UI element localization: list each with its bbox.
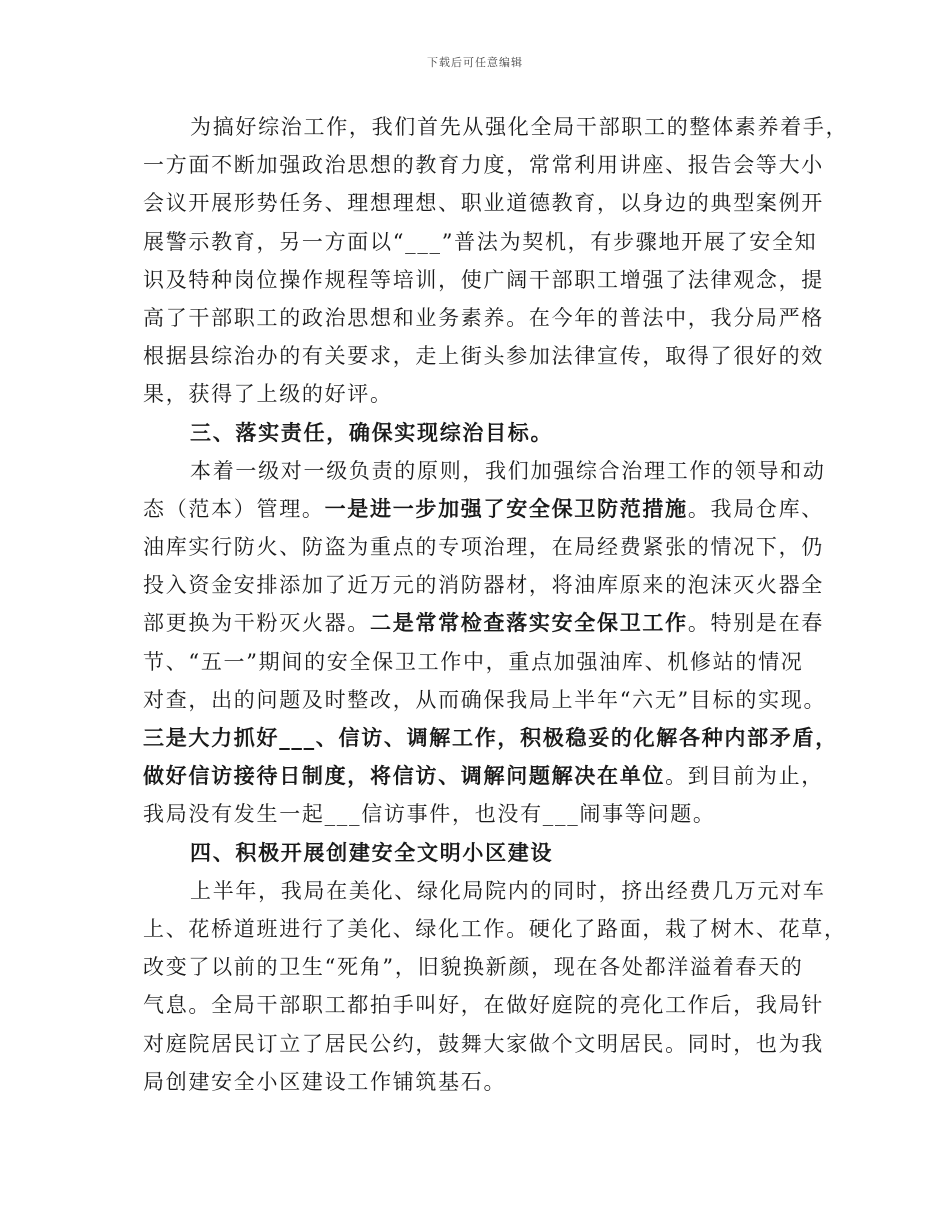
text-run: 。到目前为止， bbox=[665, 764, 825, 789]
paragraph-line: 投入资金安排添加了近万元的消防器材，将油库原来的泡沫灭火器全 bbox=[143, 573, 824, 598]
paragraph-line: 改变了以前的卫生“死角”，旧貌换新颜，现在各处都洋溢着春天的 bbox=[143, 955, 804, 980]
page-header: 下载后可任意编辑 bbox=[427, 56, 523, 69]
paragraph-line: 上半年，我局在美化、绿化局院内的同时，挤出经费几万元对车 bbox=[190, 878, 826, 903]
text-run: 。特别是在春 bbox=[687, 611, 825, 636]
paragraph-line bbox=[143, 757, 825, 795]
paragraph-line bbox=[143, 490, 825, 528]
paragraph-line: 果，获得了上级的好评。 bbox=[143, 382, 393, 407]
paragraph-line: 气息。全局干部职工都拍手叫好，在做好庭院的亮化工作后，我局针 bbox=[143, 993, 824, 1018]
paragraph-line: 局创建安全小区建设工作铺筑基石。 bbox=[143, 1069, 507, 1094]
paragraph-line: 对庭院居民订立了居民公约，鼓舞大家做个文明居民。同时，也为我 bbox=[143, 1031, 824, 1056]
paragraph-line: 上、花桥道班进行了美化、绿化工作。硬化了路面，栽了树木、花草， bbox=[143, 916, 847, 941]
paragraph-line: 本着一级对一级负责的原则，我们加强综合治理工作的领导和动 bbox=[190, 458, 826, 483]
paragraph-line bbox=[143, 604, 825, 642]
paragraph-line: 根据县综治办的有关要求，走上街头参加法律宣传，取得了很好的效 bbox=[143, 344, 824, 369]
paragraph-line: 识及特种岗位操作规程等培训，使广阔干部职工增强了法律观念，提 bbox=[143, 267, 824, 292]
text-run: 态（范本）管理。 bbox=[143, 496, 325, 521]
bold-text-run: 二是常常检查落实安全保卫工作 bbox=[370, 610, 688, 636]
paragraph-line: 对查，出的问题及时整改，从而确保我局上半年“六无”目标的实现。 bbox=[143, 687, 827, 712]
paragraph-line: 为搞好综治工作，我们首先从强化全局干部职工的整体素养着手， bbox=[190, 115, 849, 139]
bold-text-run: 一是进一步加强了安全保卫防范措施 bbox=[324, 495, 688, 521]
text-run: 。我局仓库、 bbox=[687, 496, 825, 521]
section-heading-4: 四、积极开展创建安全文明小区建设 bbox=[190, 839, 554, 865]
paragraph-line: 展警示教育，另一方面以“___”普法为契机，有步骤地开展了安全知 bbox=[143, 229, 818, 254]
section-heading-3: 三、落实责任，确保实现综治目标。 bbox=[190, 419, 554, 445]
paragraph-line: 高了干部职工的政治思想和业务素养。在今年的普法中，我分局严格 bbox=[143, 305, 824, 330]
paragraph-line: 会议开展形势任务、理想理想、职业道德教育，以身边的典型案例开 bbox=[143, 191, 824, 216]
paragraph-line: 节、“五一”期间的安全保卫工作中，重点加强油库、机修站的情况 bbox=[143, 649, 804, 674]
bold-text-run: 做好信访接待日制度，将信访、调解问题解决在单位 bbox=[143, 763, 666, 789]
document-body bbox=[143, 108, 849, 1101]
paragraph-line: 我局没有发生一起___信访事件，也没有___闹事等问题。 bbox=[143, 802, 716, 827]
paragraph-line: 三是大力抓好___、信访、调解工作，积极稳妥的化解各种内部矛盾， bbox=[143, 725, 838, 750]
text-run: 部更换为干粉灭火器。 bbox=[143, 611, 370, 636]
paragraph-line: 一方面不断加强政治思想的教育力度，常常利用讲座、报告会等大小 bbox=[143, 153, 824, 178]
paragraph-line: 油库实行防火、防盗为重点的专项治理，在局经费紧张的情况下，仍 bbox=[143, 535, 824, 560]
